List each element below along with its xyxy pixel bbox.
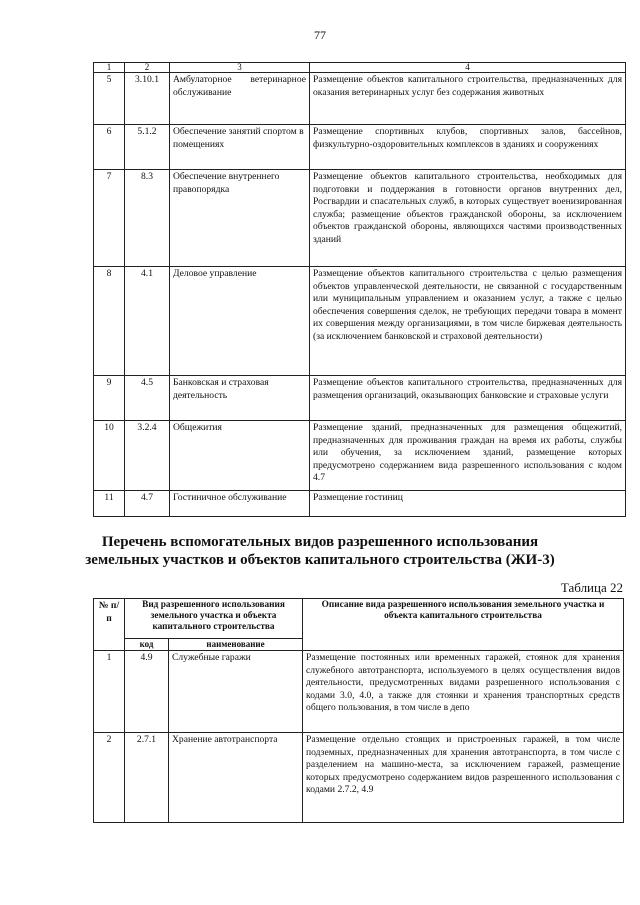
description-cell: Размещение спортивных клубов, спортивных залов, бассейнов, физкультурно-оздоровительных комплексов в зданиях и сооружениях — [310, 125, 626, 170]
table-caption: Таблица 22 — [560, 580, 623, 595]
use-name-cell: Амбулаторное ветеринарное обслуживание — [170, 73, 310, 125]
use-name-cell: Обеспечение внутреннего правопорядка — [170, 170, 310, 267]
description-cell: Размещение объектов капитального строительства с целью размещения объектов управленческой деятельности, не связанной с государственным или муниципальным управлением и оказанием услуг, а также с целью обеспечения совершения сделок, не требующих передачи товара в момент их совершения между организациями, в том числе биржевая деятельность (за исключением банковской и страховой деятельности) — [310, 267, 626, 376]
row-number-cell: 6 — [94, 125, 125, 170]
column-number: 4 — [310, 63, 626, 73]
description-cell: Размещение отдельно стоящих и пристроенных гаражей, в том числе подземных, предназначенных для хранения автотранспорта, в том числе с разделением на машино-места, за исключением гаражей, размещение которых предусмотрено содержанием видов разрешенного использования с кодами 2.7.2, 4.9 — [303, 733, 624, 823]
description-cell: Размещение зданий, предназначенных для размещения общежитий, предназначенных для проживания граждан на время их работы, службы или обучения, за исключением зданий, размещение которых предусмотрено содержанием вида разрешенного использования с кодом 4.7 — [310, 421, 626, 491]
section-heading-line: Перечень вспомогательных видов разрешенного использования — [101, 534, 539, 550]
table-row — [94, 73, 626, 125]
page-number: 77 — [314, 28, 326, 42]
code-cell: 4.1 — [125, 267, 170, 376]
use-name-cell: Обеспечение занятий спортом в помещениях — [170, 125, 310, 170]
code-cell: 8.3 — [125, 170, 170, 267]
auxiliary-uses-table — [93, 598, 624, 823]
section-heading-line: земельных участков и объектов капитального строительства (ЖИ-3) — [85, 552, 555, 568]
column-number-row — [94, 63, 626, 73]
column-number: 3 — [170, 63, 310, 73]
land-use-table-continued — [93, 62, 626, 517]
header-name: наименование — [169, 639, 303, 651]
section-heading — [60, 533, 580, 569]
use-name-cell: Деловое управление — [170, 267, 310, 376]
header-use-kind: Вид разрешенного использования земельного участка и объекта капитального строительства — [125, 599, 303, 639]
row-number-cell: 9 — [94, 376, 125, 421]
code-cell: 2.7.1 — [125, 733, 169, 823]
table-row — [94, 267, 626, 376]
table-row — [94, 651, 624, 733]
use-name-cell: Гостиничное обслуживание — [170, 491, 310, 517]
row-number-cell: 1 — [94, 651, 125, 733]
column-number: 2 — [125, 63, 170, 73]
use-name-cell: Общежития — [170, 421, 310, 491]
use-name-cell: Служебные гаражи — [169, 651, 303, 733]
description-cell: Размещение гостиниц — [310, 491, 626, 517]
code-cell: 3.2.4 — [125, 421, 170, 491]
row-number-cell: 8 — [94, 267, 125, 376]
row-number-cell: 5 — [94, 73, 125, 125]
table-row — [94, 421, 626, 491]
header-description: Описание вида разрешенного использования земельного участка и объекта капитального строительства — [303, 599, 624, 651]
header-code: код — [125, 639, 169, 651]
code-cell: 4.9 — [125, 651, 169, 733]
table-row — [94, 376, 626, 421]
header-number: № п/п — [94, 599, 125, 651]
table-row — [94, 733, 624, 823]
table-row — [94, 170, 626, 267]
table-row — [94, 491, 626, 517]
row-number-cell: 7 — [94, 170, 125, 267]
description-cell: Размещение постоянных или временных гаражей, стоянок для хранения служебного автотранспорта, используемого в целях осуществления видов деятельности, предусмотренных видами разрешенного использования с кодами 3.0, 4.0, а также для стоянки и хранения транспортных средств общего пользования, в том числе в депо — [303, 651, 624, 733]
description-cell: Размещение объектов капитального строительства, предназначенных для размещения организаций, оказывающих банковские и страховые услуги — [310, 376, 626, 421]
row-number-cell: 2 — [94, 733, 125, 823]
row-number-cell: 10 — [94, 421, 125, 491]
column-number: 1 — [94, 63, 125, 73]
table-row — [94, 125, 626, 170]
code-cell: 5.1.2 — [125, 125, 170, 170]
code-cell: 4.7 — [125, 491, 170, 517]
row-number-cell: 11 — [94, 491, 125, 517]
description-cell: Размещение объектов капитального строительства, необходимых для подготовки и поддержания в готовности органов внутренних дел, Росгвардии и спасательных служб, в которых существует военизированная служба; размещение объектов гражданской обороны, за исключением объектов гражданской обороны, являющихся частями производственных зданий — [310, 170, 626, 267]
code-cell: 4.5 — [125, 376, 170, 421]
table-header-row — [94, 599, 624, 639]
description-cell: Размещение объектов капитального строительства, предназначенных для оказания ветеринарных услуг без содержания животных — [310, 73, 626, 125]
use-name-cell: Хранение автотранспорта — [169, 733, 303, 823]
use-name-cell: Банковская и страховая деятельность — [170, 376, 310, 421]
code-cell: 3.10.1 — [125, 73, 170, 125]
